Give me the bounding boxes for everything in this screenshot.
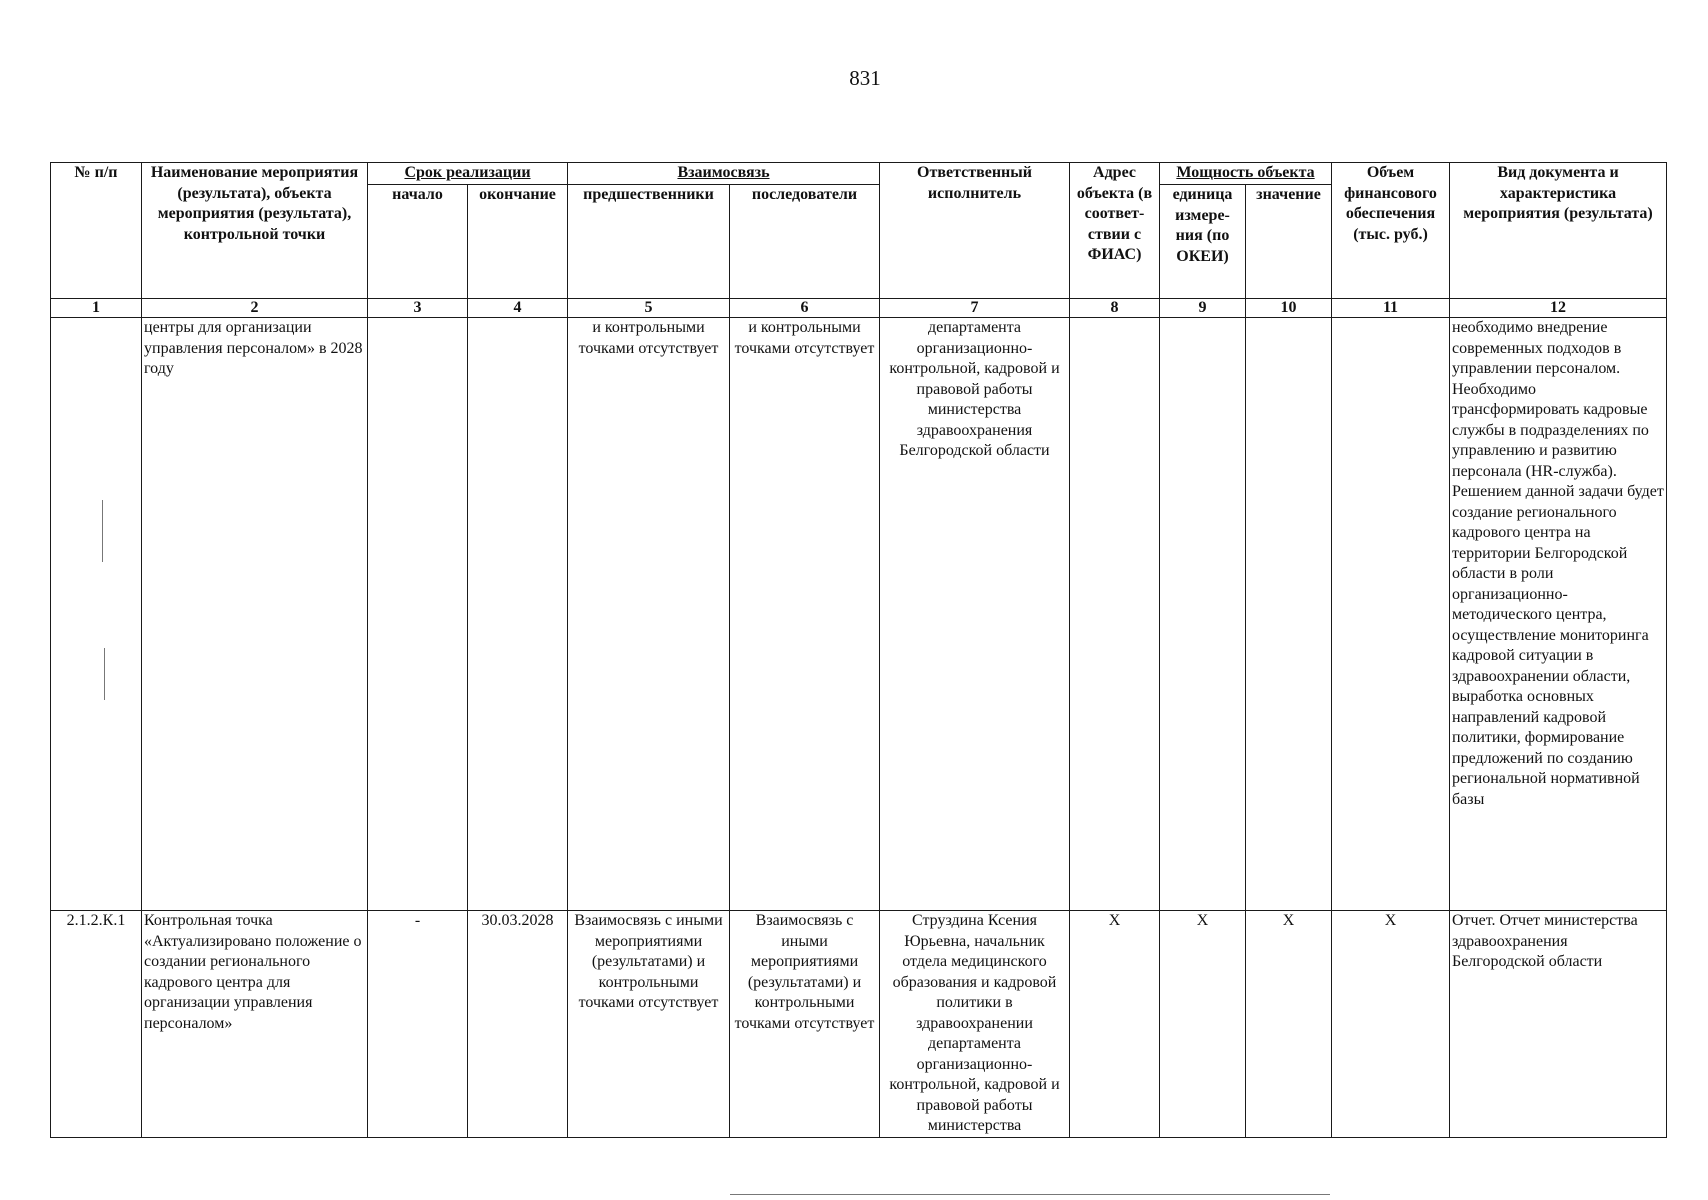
cell-start <box>368 318 468 911</box>
cell-unit <box>1160 318 1246 911</box>
header-row <box>51 163 1667 185</box>
header-end: окончание <box>468 185 568 299</box>
column-number: 1 <box>51 299 142 318</box>
cell-num <box>51 318 142 911</box>
table-row <box>51 318 1667 911</box>
column-number: 12 <box>1450 299 1667 318</box>
header-doc: Вид документа и характеристика мероприятия (результата) <box>1450 163 1667 299</box>
header-relation-group <box>568 163 880 185</box>
column-number: 11 <box>1332 299 1450 318</box>
column-number: 6 <box>730 299 880 318</box>
column-number: 2 <box>142 299 368 318</box>
header-address: Адрес объекта (в соответ- ствии с ФИАС) <box>1070 163 1160 299</box>
cell-end: 30.03.2028 <box>468 911 568 1138</box>
scan-artifact <box>104 648 105 700</box>
column-number: 3 <box>368 299 468 318</box>
table-row <box>51 911 1667 1138</box>
cell-funding: X <box>1332 911 1450 1138</box>
cell-name: центры для организации управления персоналом» в 2028 году <box>142 318 368 911</box>
header-period-group <box>368 163 568 185</box>
plan-table <box>50 162 1667 1138</box>
cell-value <box>1246 318 1332 911</box>
header-capacity-label: Мощность объекта <box>1176 164 1315 181</box>
cell-end <box>468 318 568 911</box>
header-start: начало <box>368 185 468 299</box>
cell-value: X <box>1246 911 1332 1138</box>
column-number: 10 <box>1246 299 1332 318</box>
cell-doc: необходимо внедрение современных подходов в управлении персоналом. Необходимо трансформировать кадровые службы в подразделениях по управлению и развитию персонала (HR-служба). Решением данной задачи будет создание регионального кадрового центра на территории Белгородской области в роли организационно-методического центра, осуществление мониторинга кадровой ситуации в здравоохранении области, выработка основных направлений кадровой политики, формирование предложений по созданию региональной нормативной базы <box>1450 318 1667 911</box>
cell-name: Контрольная точка «Актуализировано положение о создании регионального кадрового центра для организации управления персоналом» <box>142 911 368 1138</box>
cell-funding <box>1332 318 1450 911</box>
header-period-label: Срок реализации <box>404 164 531 181</box>
page-number: 831 <box>849 66 881 90</box>
scan-artifact <box>730 1194 1330 1195</box>
header-responsible: Ответственный исполнитель <box>880 163 1070 299</box>
header-num: № п/п <box>51 163 142 299</box>
cell-num: 2.1.2.К.1 <box>51 911 142 1138</box>
cell-successors: и контрольными точками отсутствует <box>730 318 880 911</box>
column-number: 7 <box>880 299 1070 318</box>
cell-address <box>1070 318 1160 911</box>
column-number: 5 <box>568 299 730 318</box>
cell-predecessors: Взаимосвязь с иными мероприятиями (результатами) и контрольными точками отсутствует <box>568 911 730 1138</box>
column-number: 8 <box>1070 299 1160 318</box>
column-number: 4 <box>468 299 568 318</box>
header-relation-label: Взаимосвязь <box>677 164 770 181</box>
cell-responsible: Струздина Ксения Юрьевна, начальник отдела медицинского образования и кадровой политики в здравоохранении департамента организационно-контрольной, кадровой и правовой работы министерства <box>880 911 1070 1138</box>
column-numbers-row <box>51 299 1667 318</box>
header-predecessors: предшественники <box>568 185 730 299</box>
header-unit: единица измере- ния (по ОКЕИ) <box>1160 185 1246 299</box>
cell-start: - <box>368 911 468 1138</box>
column-number: 9 <box>1160 299 1246 318</box>
header-successors: последователи <box>730 185 880 299</box>
header-funding: Объем финансового обеспечения (тыс. руб.) <box>1332 163 1450 299</box>
cell-successors: Взаимосвязь с иными мероприятиями (результатами) и контрольными точками отсутствует <box>730 911 880 1138</box>
cell-predecessors: и контрольными точками отсутствует <box>568 318 730 911</box>
header-capacity-group <box>1160 163 1332 185</box>
scan-artifact <box>102 500 103 562</box>
cell-address: X <box>1070 911 1160 1138</box>
header-value: значение <box>1246 185 1332 299</box>
cell-unit: X <box>1160 911 1246 1138</box>
cell-doc: Отчет. Отчет министерства здравоохранения Белгородской области <box>1450 911 1667 1138</box>
header-name: Наименование мероприятия (результата), объекта мероприятия (результата), контрольной точки <box>142 163 368 299</box>
cell-responsible: департамента организационно-контрольной, кадровой и правовой работы министерства здравоохранения Белгородской области <box>880 318 1070 911</box>
